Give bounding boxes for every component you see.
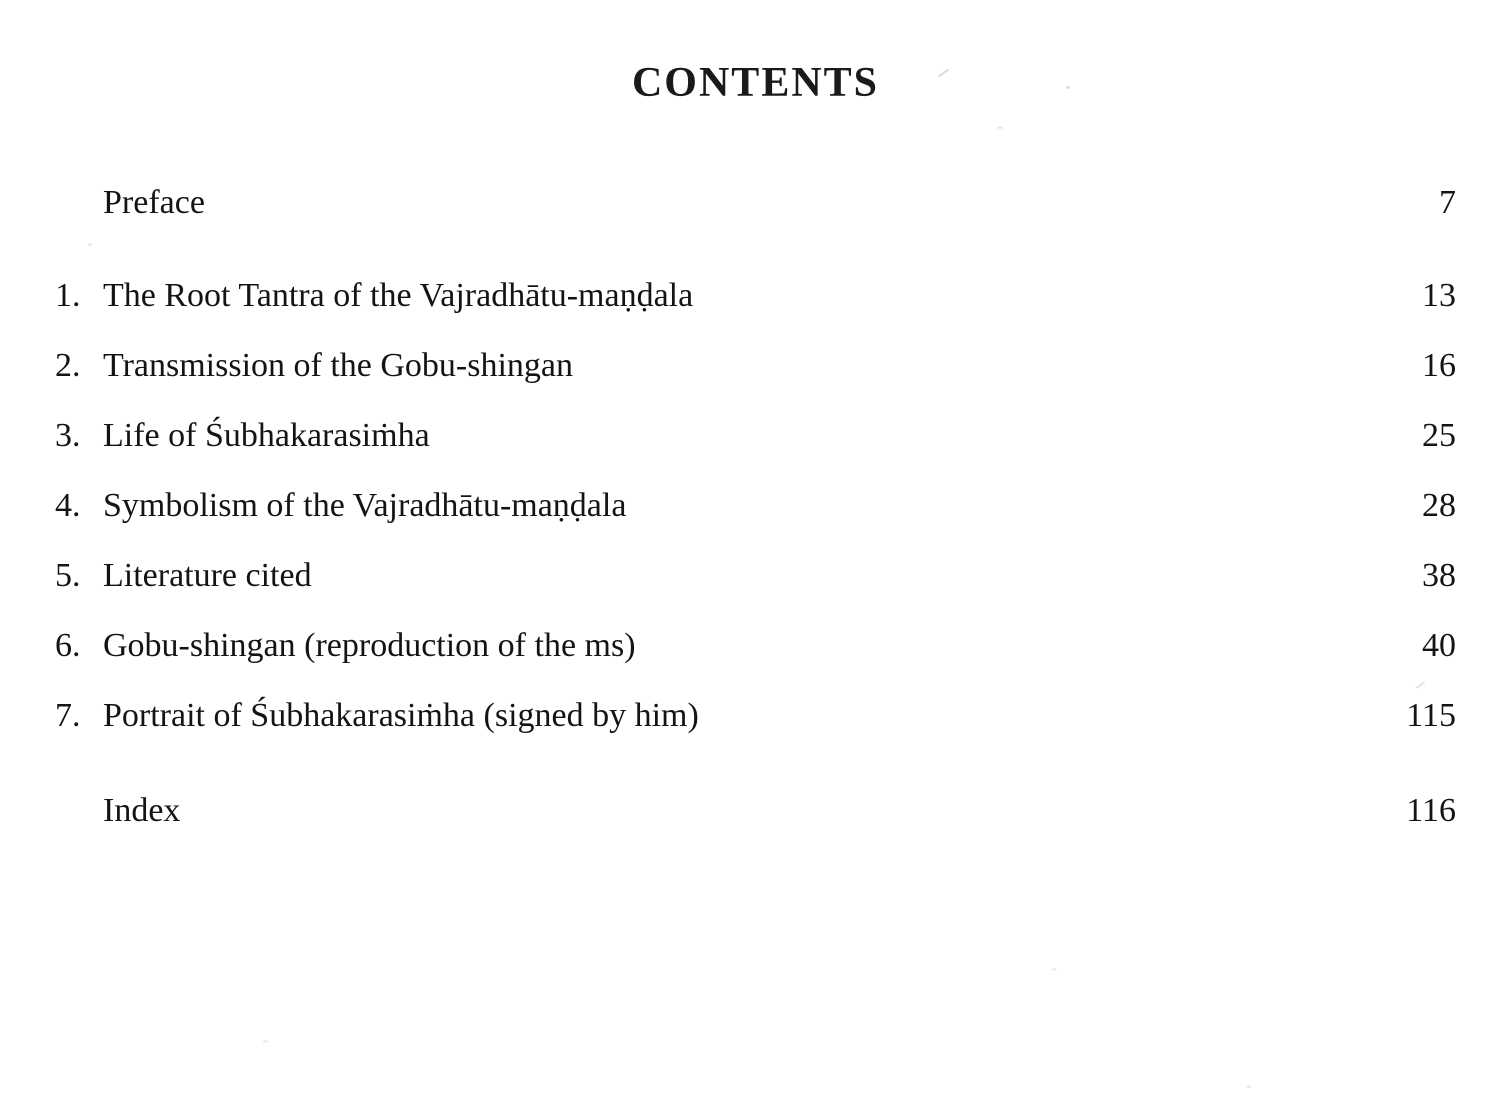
- toc-item-number: 6.: [55, 627, 81, 664]
- toc-row-5: [55, 555, 1456, 596]
- toc-row-6: [55, 625, 1456, 666]
- table-of-contents: [55, 182, 1456, 831]
- toc-row-2: [55, 345, 1456, 386]
- scan-artifact: [1246, 1085, 1251, 1088]
- toc-row-preface: [55, 182, 1456, 223]
- toc-row-index: [55, 790, 1456, 831]
- toc-item-number: 7.: [55, 697, 81, 734]
- scan-artifact: [997, 126, 1003, 129]
- toc-item-number: 1.: [55, 277, 81, 314]
- page-title: CONTENTS: [631, 60, 880, 106]
- toc-item-page: 40: [1422, 627, 1456, 664]
- scan-artifact: [263, 1040, 268, 1043]
- toc-row-3: [55, 415, 1456, 456]
- toc-item-page: 115: [1406, 697, 1456, 734]
- toc-row-1: [55, 275, 1456, 316]
- toc-item-page: 16: [1422, 347, 1456, 384]
- toc-item-label: The Root Tantra of the Vajradhātu-maṇḍala: [103, 277, 694, 314]
- toc-item-label: Index: [103, 792, 181, 829]
- toc-item-number: 2.: [55, 347, 81, 384]
- toc-item-label: Life of Śubhakarasiṁha: [103, 417, 430, 454]
- scan-artifact: [1052, 968, 1057, 971]
- toc-item-number: 3.: [55, 417, 81, 454]
- toc-item-label: Preface: [103, 184, 205, 221]
- toc-item-label: Portrait of Śubhakarasiṁha (signed by him): [103, 697, 699, 734]
- toc-row-7: [55, 695, 1456, 736]
- toc-item-label: Literature cited: [103, 557, 312, 594]
- toc-item-number: 5.: [55, 557, 81, 594]
- toc-item-page: 116: [1406, 792, 1456, 829]
- toc-item-number: 4.: [55, 487, 81, 524]
- toc-item-page: 13: [1422, 277, 1456, 314]
- scan-artifact: [1066, 86, 1070, 89]
- toc-row-4: [55, 485, 1456, 526]
- toc-item-page: 28: [1422, 487, 1456, 524]
- toc-item-label: Symbolism of the Vajradhātu-maṇḍala: [103, 487, 627, 524]
- toc-item-label: Gobu-shingan (reproduction of the ms): [103, 627, 636, 664]
- scan-artifact: [88, 243, 92, 246]
- toc-item-page: 38: [1422, 557, 1456, 594]
- toc-item-page: 25: [1422, 417, 1456, 454]
- toc-item-page: 7: [1439, 184, 1456, 221]
- toc-item-label: Transmission of the Gobu-shingan: [103, 347, 574, 384]
